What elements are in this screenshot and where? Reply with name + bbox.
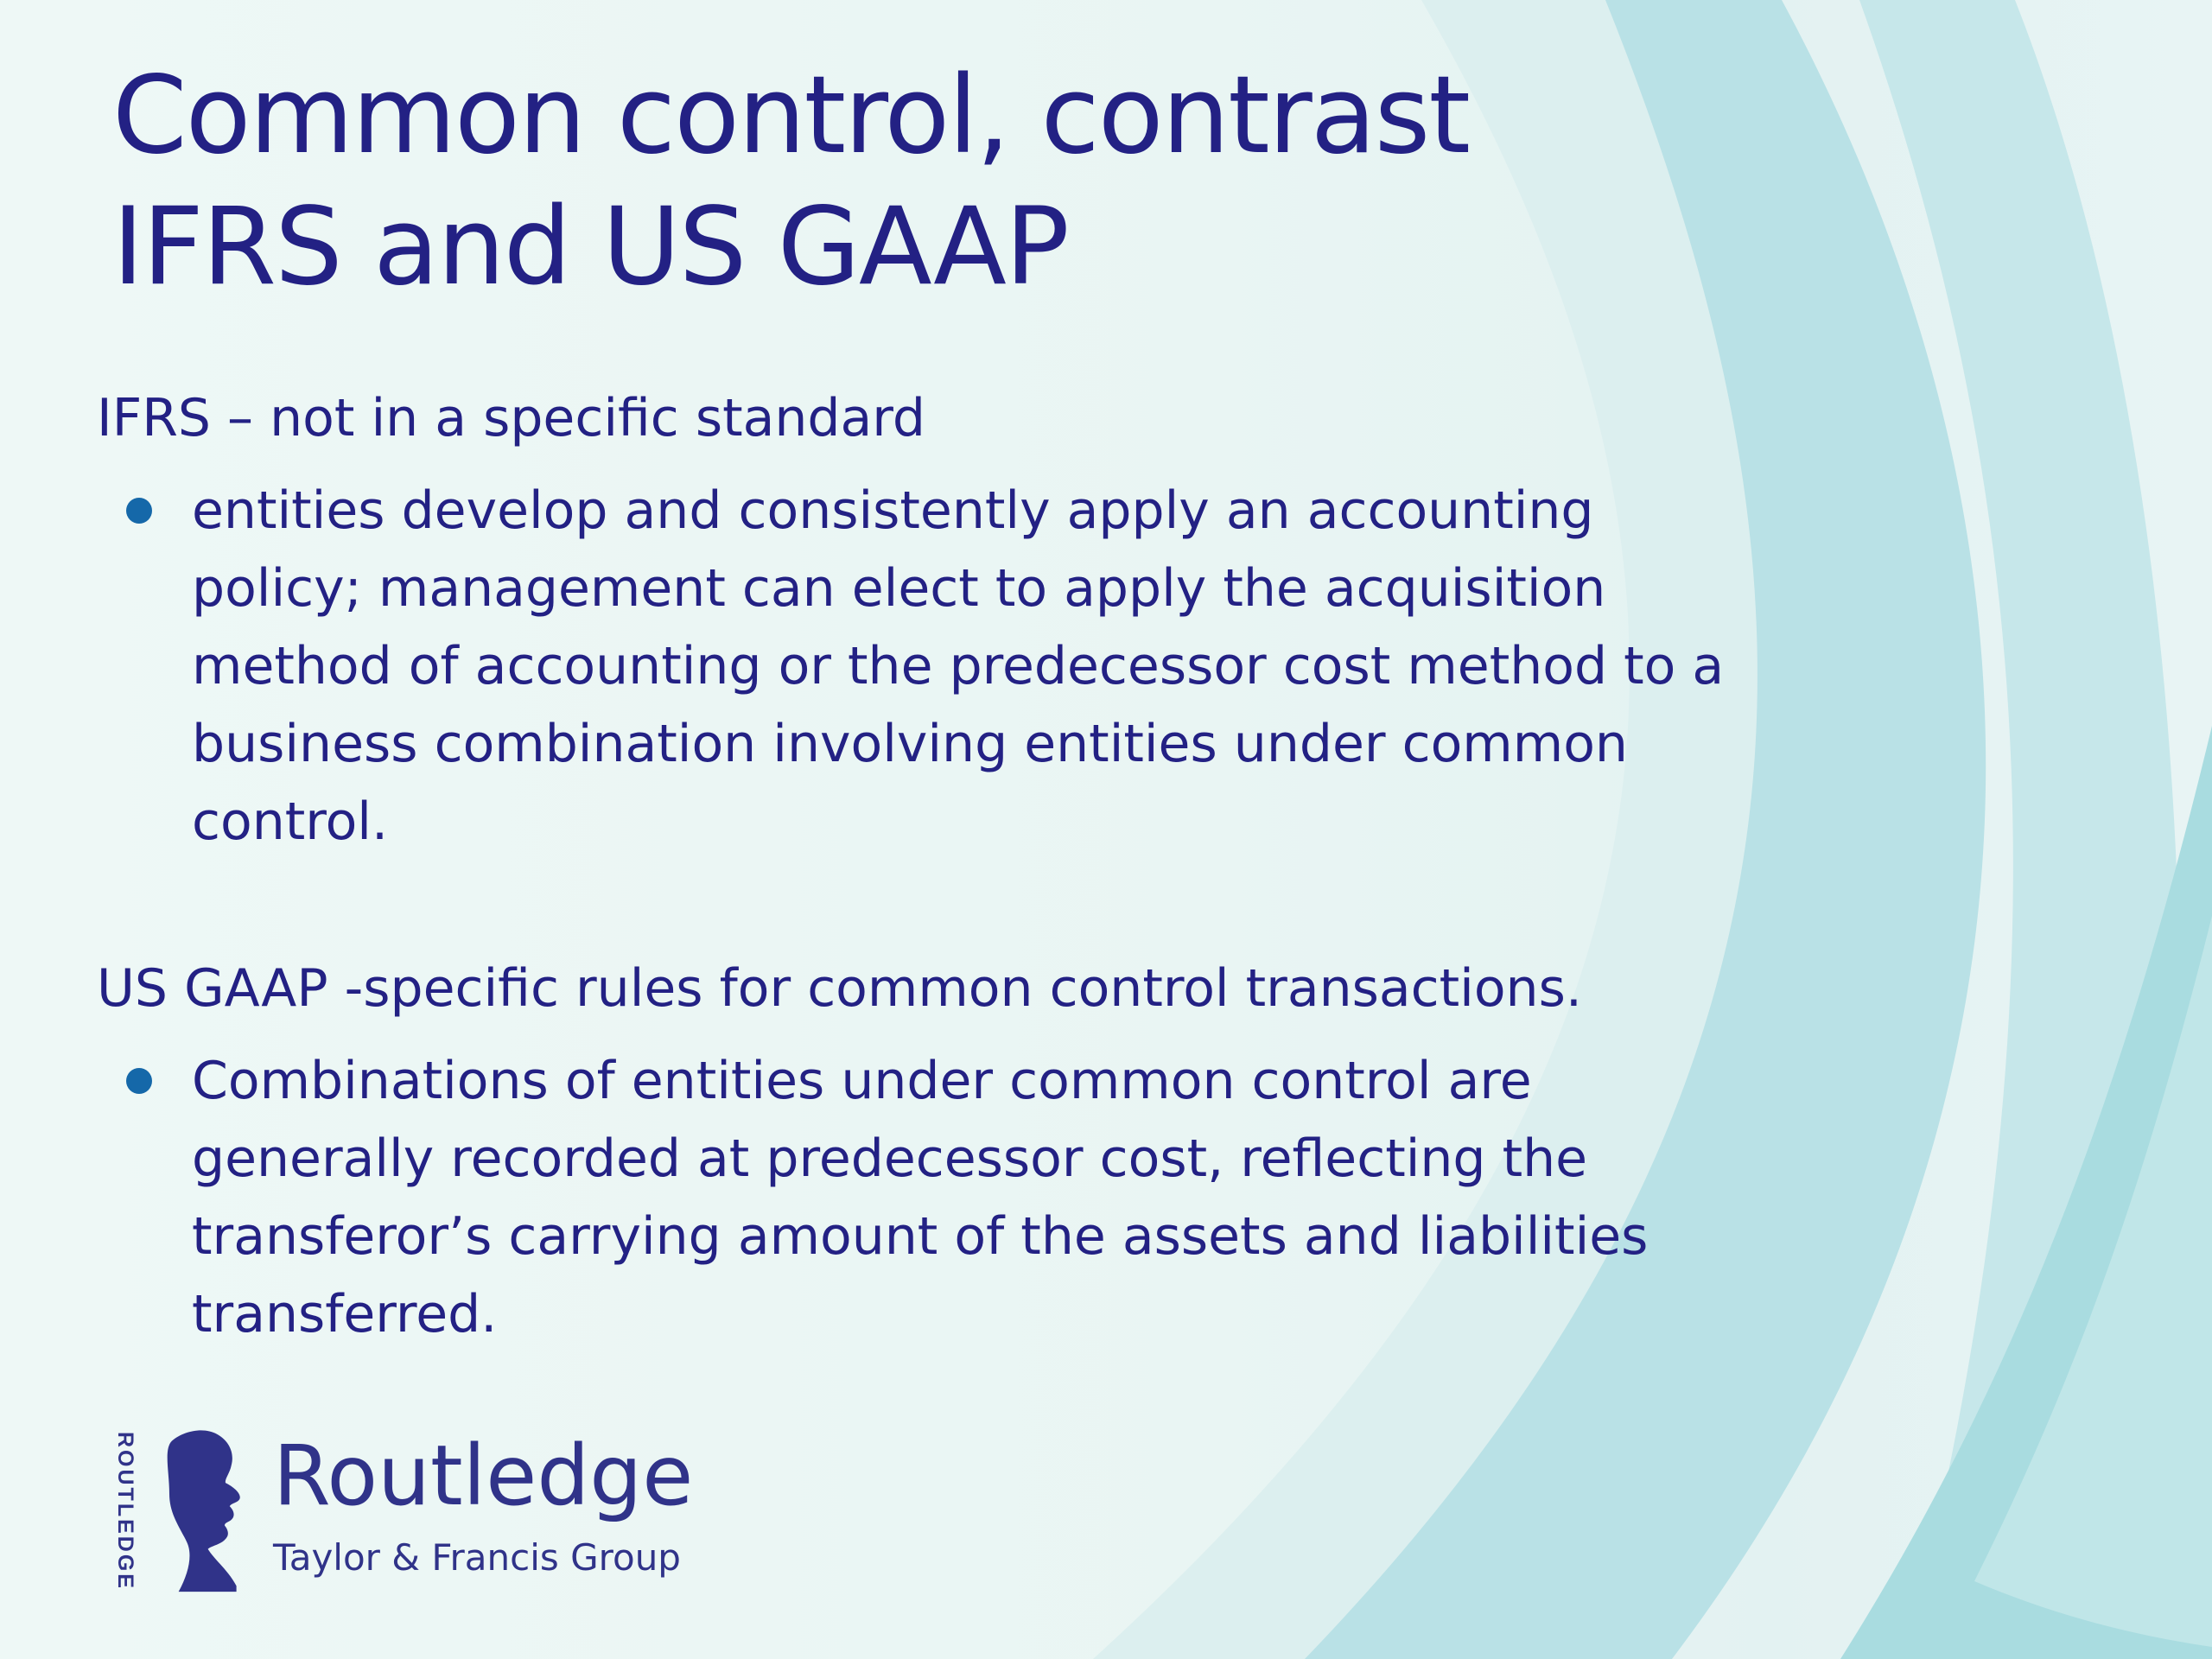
slide-title (112, 50, 1469, 313)
routledge-vertical-text: ROUTLEDGE (113, 1432, 137, 1591)
usgaap-bullet-item (0, 1042, 2212, 1353)
bullet-text-line: business combination involving entities under common (192, 714, 1628, 774)
routledge-logo (112, 1427, 804, 1605)
bullet-text-line: method of accounting or the predecessor cost method to a (192, 636, 1725, 696)
bullet-text-line: transferor’s carrying amount of the assets and liabilities (192, 1206, 1649, 1267)
ifrs-bullet-item (0, 472, 2212, 861)
routledge-face-icon (145, 1429, 249, 1597)
bullet-dot (126, 1068, 152, 1094)
routledge-wordmark-group (273, 1427, 694, 1579)
slide-title-line-1: Common control, contrast (112, 54, 1469, 178)
slide-title-line-2: IFRS and US GAAP (112, 185, 1068, 309)
routledge-wordmark: Routledge (273, 1427, 694, 1524)
usgaap-section-heading: US GAAP -specific rules for common control transactions. (97, 958, 1582, 1019)
usgaap-bullet-text (192, 1042, 2212, 1353)
ifrs-section-heading: IFRS – not in a specific standard (97, 388, 925, 448)
bullet-text-line: control. (192, 791, 389, 852)
bullet-dot (126, 498, 152, 524)
bullet-text-line: Combinations of entities under common control are (192, 1051, 1532, 1111)
taylor-francis-tagline: Taylor & Francis Group (273, 1536, 681, 1579)
ifrs-bullet-text (192, 472, 2212, 861)
bullet-text-line: entities develop and consistently apply an accounting (192, 480, 1594, 541)
bullet-text-line: policy; management can elect to apply the acquisition (192, 558, 1606, 619)
bullet-text-line: generally recorded at predecessor cost, reflecting the (192, 1128, 1588, 1189)
bullet-text-line: transferred. (192, 1284, 498, 1344)
